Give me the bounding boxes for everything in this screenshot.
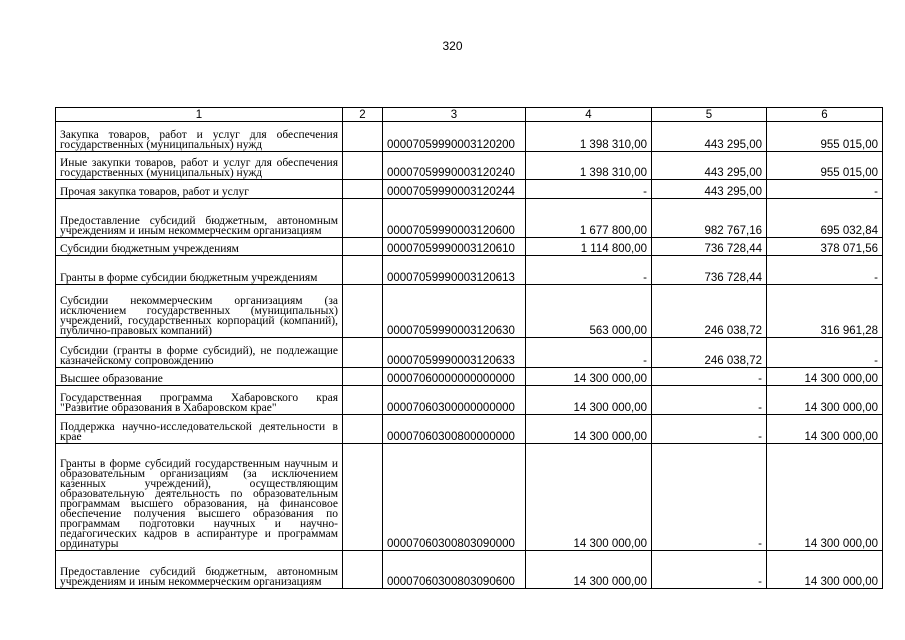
row-value-6: 14 300 000,00 [767,368,883,386]
row-code: 00007060300000000000 [383,386,526,415]
table-row [56,338,883,368]
row-value-6: - [767,180,883,199]
row-value-4: - [526,180,652,199]
row-code: 00007060300803090600 [383,551,526,589]
row-code: 00007060300803090000 [383,444,526,551]
row-code: 00007059990003120244 [383,180,526,199]
row-col2 [343,285,383,338]
row-value-5: 443 295,00 [652,122,767,152]
row-code: 00007060000000000000 [383,368,526,386]
row-value-6: 378 071,56 [767,238,883,256]
row-name: Иные закупки товаров, работ и услуг для обеспечения государственных (муниципальных) нужд [56,152,343,180]
table-row [56,285,883,338]
row-name: Прочая закупка товаров, работ и услуг [56,180,343,199]
row-col2 [343,551,383,589]
row-value-5: 736 728,44 [652,256,767,285]
row-code: 00007060300800000000 [383,415,526,444]
row-col2 [343,338,383,368]
row-col2 [343,199,383,238]
row-value-4: 1 398 310,00 [526,122,652,152]
row-value-5: 982 767,16 [652,199,767,238]
table-row [56,238,883,256]
row-value-6: 955 015,00 [767,122,883,152]
row-col2 [343,368,383,386]
row-name: Предоставление субсидий бюджетным, автономным учреждениям и иным некоммерческим организациям [56,551,343,589]
row-value-6: - [767,338,883,368]
col-header-3: 3 [383,108,526,122]
table-row [56,386,883,415]
row-value-6: 316 961,28 [767,285,883,338]
col-header-2: 2 [343,108,383,122]
row-name: Поддержка научно-исследовательской деятельности в крае [56,415,343,444]
table-row [56,368,883,386]
row-name: Субсидии (гранты в форме субсидий), не подлежащие казначейскому сопровождению [56,338,343,368]
row-value-5: 443 295,00 [652,152,767,180]
row-code: 00007059990003120613 [383,256,526,285]
table-row [56,122,883,152]
row-code: 00007059990003120633 [383,338,526,368]
header-row [56,108,883,122]
table-row [56,180,883,199]
row-value-4: 14 300 000,00 [526,386,652,415]
table-row [56,256,883,285]
row-code: 00007059990003120610 [383,238,526,256]
row-name: Субсидии некоммерческим организациям (за исключением государственных (муниципальных) учреждений, государственных корпораций (компаний), публично-правовых компаний) [56,285,343,338]
table-row [56,551,883,589]
col-header-4: 4 [526,108,652,122]
row-value-5: - [652,386,767,415]
row-col2 [343,238,383,256]
row-col2 [343,122,383,152]
col-header-1: 1 [56,108,343,122]
row-value-5: - [652,444,767,551]
row-name: Государственная программа Хабаровского края "Развитие образования в Хабаровском крае" [56,386,343,415]
row-value-6: 14 300 000,00 [767,386,883,415]
row-value-6: 695 032,84 [767,199,883,238]
row-value-5: 443 295,00 [652,180,767,199]
table-row [56,415,883,444]
row-name: Закупка товаров, работ и услуг для обеспечения государственных (муниципальных) нужд [56,122,343,152]
row-value-6: 14 300 000,00 [767,444,883,551]
row-value-4: 14 300 000,00 [526,368,652,386]
col-header-5: 5 [652,108,767,122]
row-value-5: - [652,415,767,444]
row-value-6: - [767,256,883,285]
row-value-6: 14 300 000,00 [767,551,883,589]
row-value-4: 563 000,00 [526,285,652,338]
table-row [56,152,883,180]
row-code: 00007059990003120240 [383,152,526,180]
row-code: 00007059990003120600 [383,199,526,238]
table-row [56,444,883,551]
row-col2 [343,444,383,551]
row-value-4: - [526,338,652,368]
row-value-5: 246 038,72 [652,285,767,338]
row-col2 [343,415,383,444]
row-value-4: 14 300 000,00 [526,551,652,589]
row-value-4: 14 300 000,00 [526,444,652,551]
row-value-5: 246 038,72 [652,338,767,368]
row-value-4: 1 114 800,00 [526,238,652,256]
row-value-6: 14 300 000,00 [767,415,883,444]
row-col2 [343,152,383,180]
row-value-5: 736 728,44 [652,238,767,256]
row-name: Гранты в форме субсидий государственным научным и образовательным организациям (за исключением казенных учреждений), осуществляющим образовательную деятельность по образовательным программам высшего образования, на финансовое обеспечение получения высшего образования по программам подготовки научных и научно-педагогических кадров в аспирантуре и программам ординатуры [56,444,343,551]
row-code: 00007059990003120630 [383,285,526,338]
row-value-6: 955 015,00 [767,152,883,180]
row-col2 [343,256,383,285]
row-col2 [343,180,383,199]
row-name: Предоставление субсидий бюджетным, автономным учреждениям и иным некоммерческим организациям [56,199,343,238]
row-col2 [343,386,383,415]
row-value-4: 14 300 000,00 [526,415,652,444]
row-value-4: 1 398 310,00 [526,152,652,180]
row-name: Гранты в форме субсидии бюджетным учреждениям [56,256,343,285]
row-name: Субсидии бюджетным учреждениям [56,238,343,256]
row-value-5: - [652,551,767,589]
table-row [56,199,883,238]
col-header-6: 6 [767,108,883,122]
row-value-4: - [526,256,652,285]
row-value-4: 1 677 800,00 [526,199,652,238]
row-name: Высшее образование [56,368,343,386]
row-value-5: - [652,368,767,386]
row-code: 00007059990003120200 [383,122,526,152]
budget-table [55,107,883,589]
page-number: 320 [442,39,463,53]
